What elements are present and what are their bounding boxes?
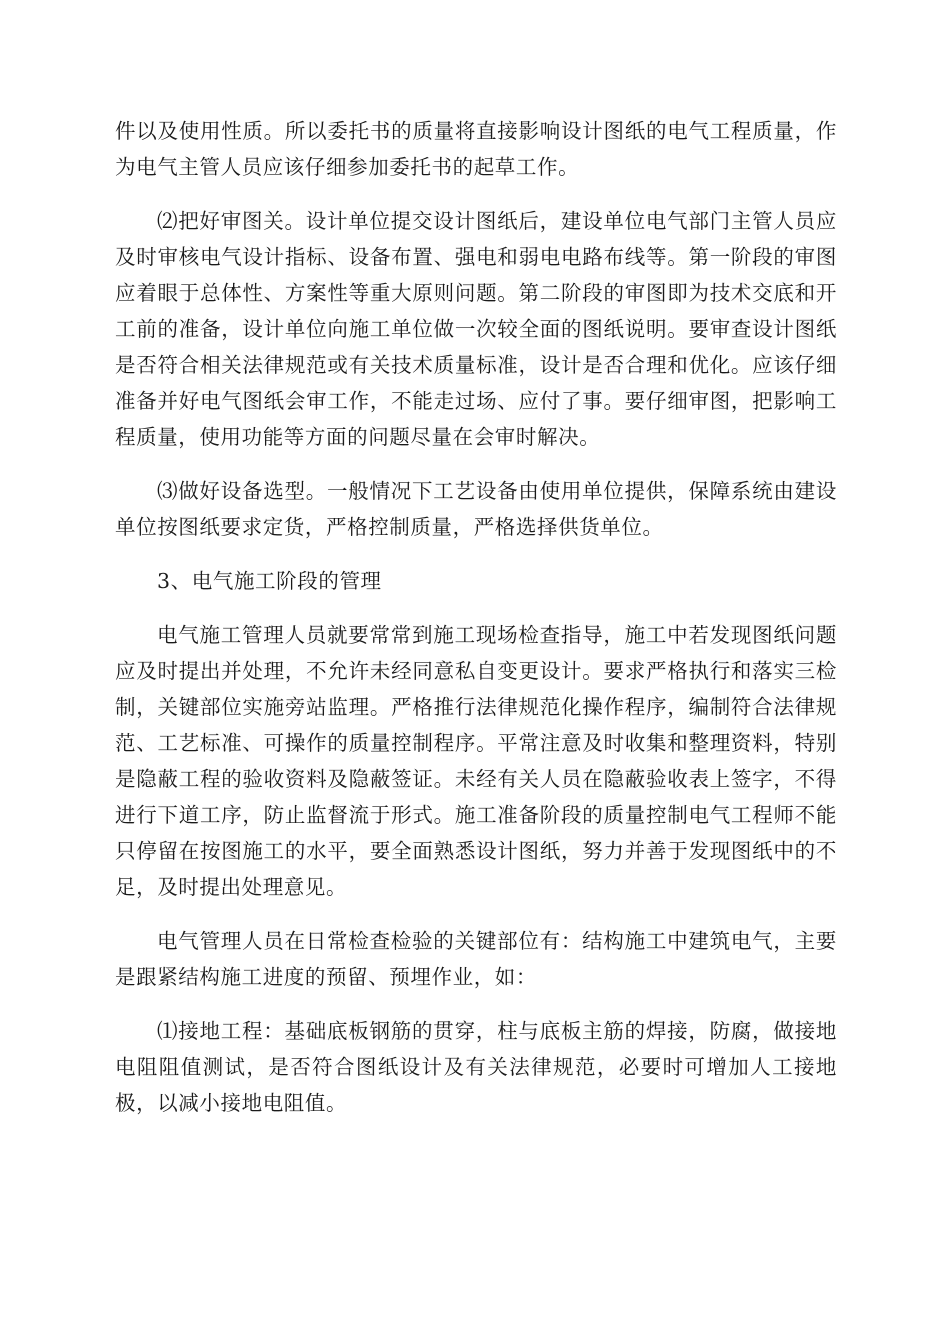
- paragraph-equipment-selection: ⑶做好设备选型。一般情况下工艺设备由使用单位提供，保障系统由建设单位按图纸要求定货，严格控制质量，严格选择供货单位。: [115, 479, 837, 539]
- paragraph-key-inspection-points: 电气管理人员在日常检查检验的关键部位有：结构施工中建筑电气，主要是跟紧结构施工进度的预留、预埋作业，如：: [115, 929, 837, 989]
- paragraph-grounding-works: ⑴接地工程：基础底板钢筋的贯穿，柱与底板主筋的焊接，防腐，做接地电阻阻值测试，是否符合图纸设计及有关法律规范，必要时可增加人工接地极，以减小接地电阻值。: [115, 1019, 837, 1115]
- document-body: [115, 113, 837, 1139]
- paragraph-continuation: 件以及使用性质。所以委托书的质量将直接影响设计图纸的电气工程质量，作为电气主管人员应该仔细参加委托书的起草工作。: [115, 119, 837, 179]
- paragraph-construction-inspection: 电气施工管理人员就要常常到施工现场检查指导，施工中若发现图纸问题应及时提出并处理，不允许未经同意私自变更设计。要求严格执行和落实三检制，关键部位实施旁站监理。严格推行法律规范化操作程序，编制符合法律规范、工艺标准、可操作的质量控制程序。平常注意及时收集和整理资料，特别是隐蔽工程的验收资料及隐蔽签证。未经有关人员在隐蔽验收表上签字，不得进行下道工序，防止监督流于形式。施工准备阶段的质量控制电气工程师不能只停留在按图施工的水平，要全面熟悉设计图纸，努力并善于发现图纸中的不足，及时提出处理意见。: [115, 623, 837, 899]
- section-heading-construction-management: 3、电气施工阶段的管理: [157, 569, 382, 593]
- paragraph-review-drawings: ⑵把好审图关。设计单位提交设计图纸后，建设单位电气部门主管人员应及时审核电气设计指标、设备布置、强电和弱电电路布线等。第一阶段的审图应着眼于总体性、方案性等重大原则问题。第二阶段的审图即为技术交底和开工前的准备，设计单位向施工单位做一次较全面的图纸说明。要审查设计图纸是否符合相关法律规范或有关技术质量标准，设计是否合理和优化。应该仔细准备并好电气图纸会审工作，不能走过场、应付了事。要仔细审图，把影响工程质量，使用功能等方面的问题尽量在会审时解决。: [115, 209, 837, 449]
